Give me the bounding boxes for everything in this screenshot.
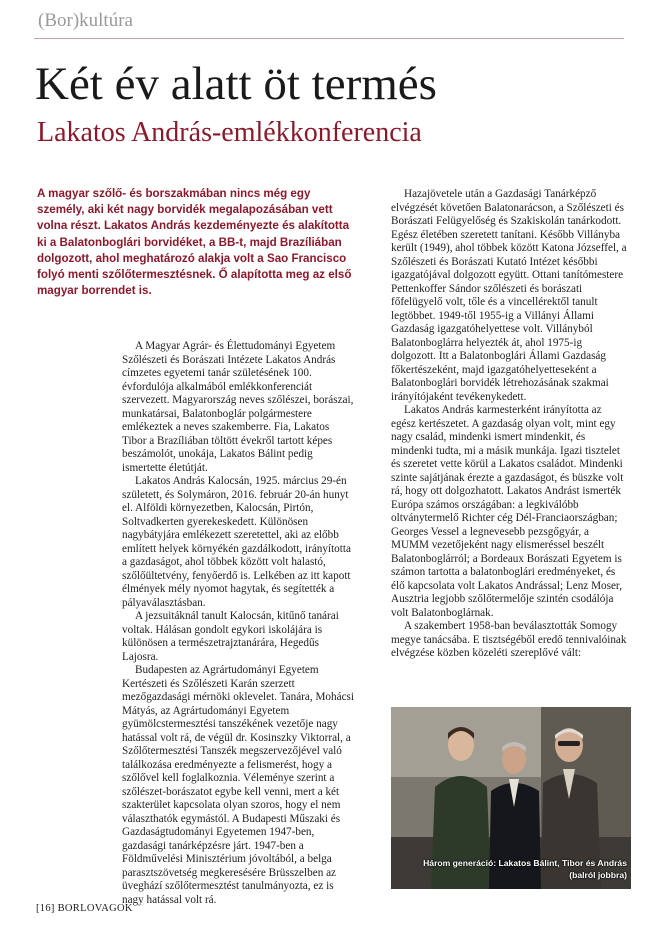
article-column-right: [391, 188, 627, 661]
paragraph: A szakembert 1958-ban beválasztották Somogy megye tanácsába. E tisztségéből eredő tennivalóinak elvégzése közben közeléti szereplővé vált:: [391, 620, 627, 659]
article-column-left: [122, 340, 356, 907]
section-label: (Bor)kultúra: [38, 10, 133, 31]
paragraph: Lakatos András Kalocsán, 1925. március 29-én született, és Solymáron, 2016. február 20-án hunyt el. Alföldi környezetben, Kalocsán, Pirtón, Soltvadkerten gyerekeskedett. Különösen nagybátyjára emlékezett szeretettel, aki az előbb említett helyek környékén gazdálkodott, irányította a gazdaságot, ahol többek között volt halastó, szőlőültetvény, fenyőerdő is. Lelkében az itt kapott élmények mély nyomot hagytak, és segítették a pályaválasztásban.: [122, 475, 351, 609]
header-rule: [34, 38, 624, 39]
paragraph: Hazajövetele után a Gazdasági Tanárképző elvégzését követően Balatonarácson, a Szőlészeti és Borászati Felügyelőség és Szakiskolán tanárkodott. Egész életében szeretett tanítani. Később Villányba került (1949), ahol többek között Katona Józseffel, a Szőlészeti és Borászati Kutató Intézet későbbi igazgatójával dolgozott együtt. Ottani tanítómestere Pettenkoffer Sándor szőlészeti és borászati főfelügyelő volt, tőle és a vincellérektől tanult legtöbbet. 1949-től 1955-ig a Villányi Állami Gazdaság igazgatóhelyettese volt. Villányból Balatonboglárra helyezték át, ahol 1975-ig dolgozott. Itt a Balatonboglári Állami Gazdaság főkertészeként, majd igazgatóhelyetteseként a Balatonboglári borvidék létrehozásának szakmai irányítójaként tevékenykedett.: [391, 188, 627, 403]
paragraph: A Magyar Agrár- és Élettudományi Egyetem Szőlészeti és Borászati Intézete Lakatos András címzetes egyetemi tanár születésének 100. évfordulója alkalmából emlékkonferenciát szervezett. Magyarország neves szőlészei, borászai, munkatársai, Balatonboglár polgármestere emlékeztek a neves szakemberre. Fia, Lakatos Tibor a Brazíliában töltött évekről tartott képes beszámolót, unokája, Lakatos Bálint pedig ismertette életútját.: [122, 340, 354, 474]
paragraph: Lakatos András karmesterként irányította az egész kertészetet. A gazdaság olyan volt, mint egy nagy család, mindenki ismert mindenkit, és mindenki tudta, mi a másik munkája. Igazi tisztelet és szeretet vette körül a Lakatos családot. Mindenki szinte sajátjának érezte a gazdaságot, és büszke volt rá, hogy ott dolgozhatott. Lakatos Andrást ismerték Európa számos országában: a legkiválóbb oltványtermelő Richter cég Dél-Franciaországban; Georges Vessel a legnevesebb pezsgőgyár, a MUMM vezetőjeként nagy elismeréssel beszélt Balatonboglárról; a Bordeaux Borászati Egyetem is számon tartotta a balatonboglári eredményeket, és élő kapcsolata volt Lakatos Andrással; Lenz Moser, Ausztria legjobb szőlőtermelője szintén csodálója volt Balatonboglárnak.: [391, 404, 624, 619]
article-title: Két év alatt öt termés: [35, 58, 437, 110]
paragraph: Budapesten az Agrártudományi Egyetem Kertészeti és Szőlészeti Karán szerzett mezőgazdasági mérnöki oklevelet. Tanára, Mohácsi Mátyás, az Agrártudományi Egyetem gyümölcstermesztési tanszékének vezetője nagy hatással volt rá, de végül dr. Kosinszky Viktorral, a Szőlőtermesztési Tanszék megszervezőjével való találkozása eredményezte a felismerést, hogy a szőlővel kell foglalkoznia. Véleménye szerint a szőlészet-borászatot egybe kell venni, mert a két szakterület kapcsolata olyan szoros, hogy el nem választhatók egymástól. A Budapesti Műszaki és Gazdaságtudományi Egyetemen 1947-ben, gazdasági tanárképzésre járt. 1947-ben a Földművelési Minisztérium jóvoltából, a belga parasztszövetség megkeresésére Brüsszelben az üveghází szőlőtermesztést tanulmányozta, ez is nagy hatással volt rá.: [122, 664, 354, 906]
paragraph: A jezsuitáknál tanult Kalocsán, kitűnő tanárai voltak. Hálásan gondolt egykori iskolájára is különösen a természetrajztanárára, Hegedűs Lajosra.: [122, 610, 339, 663]
article-lead: A magyar szőlő- és borszakmában nincs még egy személy, aki két nagy borvidék megalapozásában vett volna részt. Lakatos András kezdeményezte és alakította ki a Balatonboglári borvidéket, a BB-t, majd Brazíliában dolgozott, ahol meghatározó alakja volt a Sao Francisco folyó menti szőlőtermesztésnek. Ő alapította meg az első magyar borrendet is.: [37, 187, 352, 298]
photo-caption: Három generáció: Lakatos Bálint, Tibor és András (balról jobbra): [423, 858, 627, 880]
article-subtitle: Lakatos András-emlékkonferencia: [37, 117, 422, 148]
three-generations-photo: [391, 707, 631, 889]
page-footer: [16] BORLOVAGOK: [36, 903, 133, 914]
